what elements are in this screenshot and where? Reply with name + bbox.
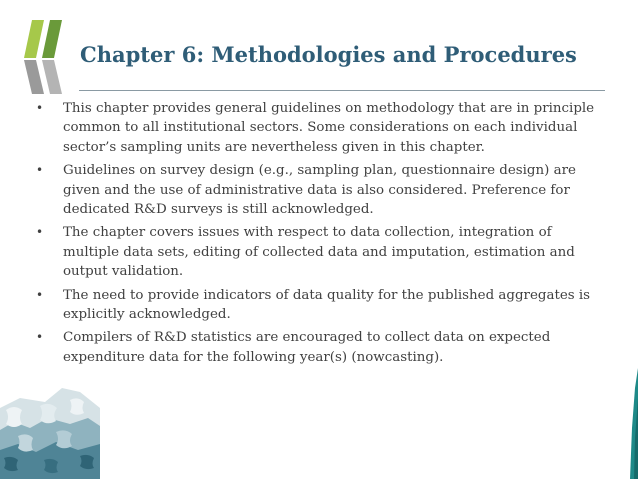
logo-chevrons-icon [22, 18, 74, 96]
corner-accent-icon [624, 368, 638, 479]
bullet-marker: • [36, 101, 44, 115]
bullet-text: The chapter covers issues with respect to data collection, integration of multiple data sets, editing of collected data and imputation, estimation and output validation. [63, 225, 575, 280]
list-item [36, 286, 606, 325]
list-item [36, 328, 606, 367]
list-item [36, 223, 606, 281]
list-item [36, 99, 606, 157]
bullet-marker: • [36, 225, 44, 240]
bullet-marker: • [36, 287, 44, 302]
bullet-list [36, 99, 606, 371]
title-divider [79, 90, 605, 91]
bullet-text: Compilers of R&D statistics are encouraged to collect data on expected expenditure data for the following year(s) (nowcasting). [63, 330, 551, 365]
bullet-text: The need to provide indicators of data quality for the published aggregates is explicitly acknowledged. [63, 287, 591, 323]
list-item [36, 161, 606, 219]
bullet-text: Guidelines on survey design (e.g., sampling plan, questionnaire design) are given and the use of administrative data is also considered. Preference for dedicated R&D surveys is still acknowledged. [63, 163, 576, 218]
bullet-marker: • [36, 330, 44, 345]
puzzle-image-icon [0, 378, 100, 479]
bullet-marker: • [36, 163, 44, 178]
page-title: Chapter 6: Methodologies and Procedures [80, 42, 577, 67]
bullet-text: This chapter provides general guidelines on methodology that are in principle common to all institutional sectors. Some considerations on each individual sector’s sampling units are nevertheless given in this chapter. [63, 101, 595, 155]
